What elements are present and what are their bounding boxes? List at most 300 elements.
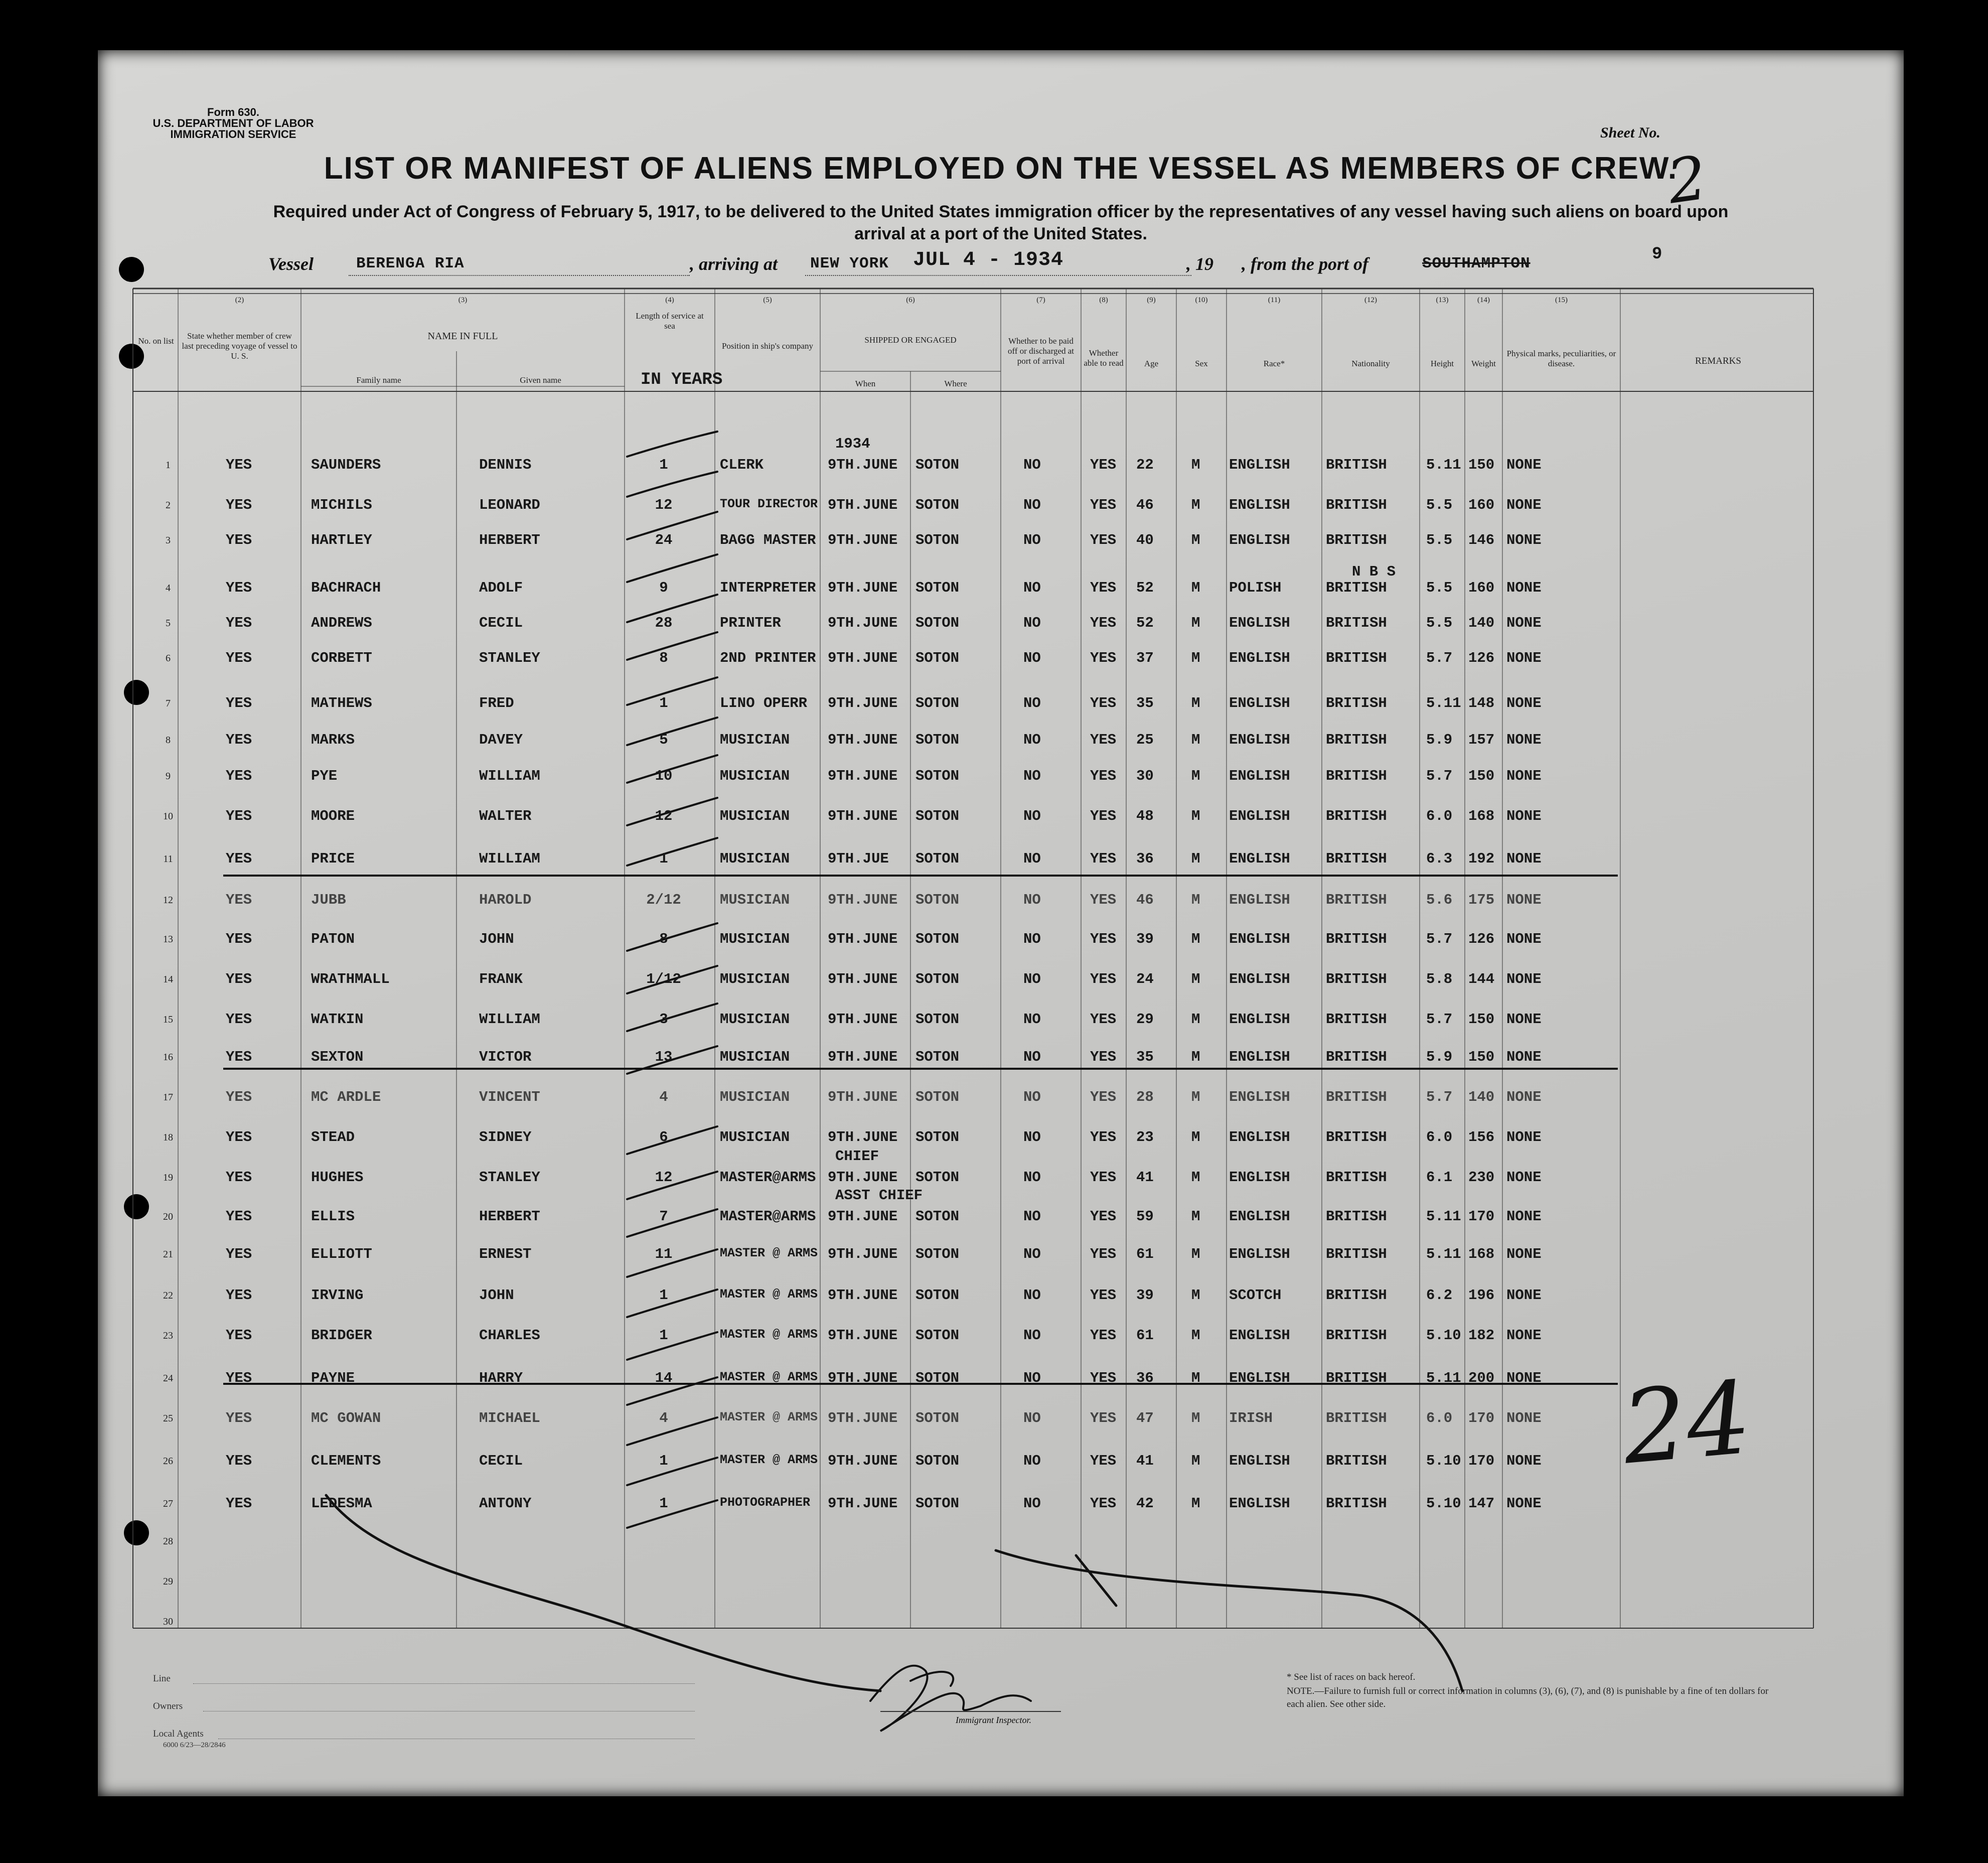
- position: MASTER @ ARMS: [720, 1453, 818, 1467]
- weight: 170: [1468, 1208, 1495, 1225]
- position: MASTER @ ARMS: [720, 1370, 818, 1384]
- race: ENGLISH: [1229, 1208, 1290, 1225]
- shipped-when: 9TH.JUNE: [828, 808, 898, 824]
- sex: M: [1191, 580, 1200, 596]
- column-number: (11): [1268, 296, 1281, 304]
- paid-off: NO: [1023, 1011, 1041, 1028]
- given-name: SIDNEY: [479, 1129, 532, 1145]
- header-physical-marks: Physical marks, peculiarities, or disease.: [1506, 349, 1616, 368]
- given-name: CHARLES: [479, 1327, 540, 1344]
- sex: M: [1191, 1246, 1200, 1262]
- nationality: BRITISH: [1326, 615, 1387, 631]
- sex: M: [1191, 1169, 1200, 1186]
- family-name: MATHEWS: [311, 695, 372, 711]
- family-name: ELLIS: [311, 1208, 355, 1225]
- service-units: IN YEARS: [641, 370, 723, 389]
- shipped-when: 9TH.JUNE: [828, 615, 898, 631]
- nationality: BRITISH: [1326, 650, 1387, 666]
- prev-voyage: YES: [226, 768, 252, 784]
- shipped-when: 9TH.JUNE: [828, 497, 898, 513]
- race: ENGLISH: [1229, 615, 1290, 631]
- header-length-of-service: Length of service at sea: [636, 311, 704, 331]
- position: MUSICIAN: [720, 1089, 790, 1105]
- position: INTERPRETER: [720, 580, 816, 596]
- height: 6.0: [1426, 1410, 1453, 1426]
- able-to-read: YES: [1090, 1453, 1117, 1469]
- able-to-read: YES: [1090, 732, 1117, 748]
- given-name: WILLIAM: [479, 768, 540, 784]
- shipped-where: SOTON: [915, 1208, 960, 1225]
- able-to-read: YES: [1090, 850, 1117, 867]
- shipped-where: SOTON: [915, 1287, 960, 1304]
- shipped-when: 9TH.JUNE: [828, 532, 898, 548]
- position: MUSICIAN: [720, 1011, 790, 1028]
- race: ENGLISH: [1229, 1049, 1290, 1065]
- prev-voyage: YES: [226, 1089, 252, 1105]
- prev-voyage: YES: [226, 1208, 252, 1225]
- paid-off: NO: [1023, 768, 1041, 784]
- header-age: Age: [1144, 359, 1159, 368]
- height: 6.2: [1426, 1287, 1453, 1304]
- row-annotation: 1934: [835, 436, 870, 452]
- family-name: WRATHMALL: [311, 971, 390, 987]
- paid-off: NO: [1023, 497, 1041, 513]
- able-to-read: YES: [1090, 615, 1117, 631]
- position: MASTER@ARMS: [720, 1169, 816, 1186]
- row-number: 29: [163, 1576, 173, 1587]
- length-of-service: 11: [655, 1246, 673, 1262]
- shipped-where: SOTON: [915, 532, 960, 548]
- shipped-where: SOTON: [915, 971, 960, 987]
- able-to-read: YES: [1090, 808, 1117, 824]
- race: ENGLISH: [1229, 971, 1290, 987]
- age: 39: [1136, 931, 1154, 947]
- row-number: 3: [166, 535, 171, 546]
- given-name: WILLIAM: [479, 1011, 540, 1028]
- nationality: BRITISH: [1326, 695, 1387, 711]
- given-name: CECIL: [479, 1453, 523, 1469]
- shipped-when: 9TH.JUNE: [828, 1453, 898, 1469]
- able-to-read: YES: [1090, 971, 1117, 987]
- row-number: 17: [163, 1092, 173, 1103]
- height: 5.10: [1426, 1327, 1461, 1344]
- shipped-when: 9TH.JUNE: [828, 931, 898, 947]
- row-annotation: ASST CHIEF: [835, 1187, 923, 1204]
- age: 61: [1136, 1246, 1154, 1262]
- able-to-read: YES: [1090, 497, 1117, 513]
- header-position: Position in ship's company: [721, 341, 814, 351]
- shipped-when: 9TH.JUNE: [828, 1129, 898, 1145]
- race: IRISH: [1229, 1410, 1273, 1426]
- length-of-service: 4: [659, 1410, 668, 1426]
- age: 23: [1136, 1129, 1154, 1145]
- physical-marks: NONE: [1506, 1089, 1542, 1105]
- physical-marks: NONE: [1506, 1169, 1542, 1186]
- paid-off: NO: [1023, 931, 1041, 947]
- nationality: BRITISH: [1326, 808, 1387, 824]
- position: MUSICIAN: [720, 892, 790, 908]
- race: ENGLISH: [1229, 1327, 1290, 1344]
- department-label: U.S. DEPARTMENT OF LABOR: [152, 117, 314, 129]
- able-to-read: YES: [1090, 1495, 1117, 1512]
- weight: 200: [1468, 1370, 1495, 1386]
- sex: M: [1191, 457, 1200, 473]
- given-name: STANLEY: [479, 1169, 540, 1186]
- physical-marks: NONE: [1506, 768, 1542, 784]
- footer-rule: [193, 1683, 695, 1684]
- row-number: 23: [163, 1330, 173, 1341]
- prev-voyage: YES: [226, 615, 252, 631]
- header-given-name: Given name: [520, 375, 561, 385]
- header-race: Race*: [1263, 359, 1285, 368]
- paid-off: NO: [1023, 1246, 1041, 1262]
- length-of-service: 7: [659, 1208, 668, 1225]
- family-name: WATKIN: [311, 1011, 364, 1028]
- physical-marks: NONE: [1506, 532, 1542, 548]
- paid-off: NO: [1023, 892, 1041, 908]
- able-to-read: YES: [1090, 768, 1117, 784]
- shipped-where: SOTON: [915, 1169, 960, 1186]
- height: 6.0: [1426, 808, 1453, 824]
- length-of-service: 1: [659, 695, 668, 711]
- shipped-when: 9TH.JUNE: [828, 971, 898, 987]
- given-name: ANTONY: [479, 1495, 532, 1512]
- age: 52: [1136, 580, 1154, 596]
- position: PRINTER: [720, 615, 781, 631]
- position: MASTER @ ARMS: [720, 1327, 818, 1342]
- shipped-when: 9TH.JUNE: [828, 695, 898, 711]
- from-label: , from the port of: [1242, 254, 1369, 274]
- physical-marks: NONE: [1506, 1370, 1542, 1386]
- from-port: SOUTHAMPTON: [1422, 255, 1531, 272]
- nationality: BRITISH: [1326, 850, 1387, 867]
- shipped-where: SOTON: [915, 1129, 960, 1145]
- physical-marks: NONE: [1506, 615, 1542, 631]
- paid-off: NO: [1023, 1370, 1041, 1386]
- family-name: ELLIOTT: [311, 1246, 372, 1262]
- corner-number: 9: [1652, 245, 1663, 264]
- service-label: IMMIGRATION SERVICE: [170, 128, 296, 140]
- sex: M: [1191, 695, 1200, 711]
- given-name: DAVEY: [479, 732, 523, 748]
- race: ENGLISH: [1229, 1089, 1290, 1105]
- shipped-where: SOTON: [915, 1327, 960, 1344]
- given-name: DENNIS: [479, 457, 532, 473]
- shipped-when: 9TH.JUNE: [828, 1246, 898, 1262]
- physical-marks: NONE: [1506, 497, 1542, 513]
- row-number: 9: [166, 771, 171, 782]
- length-of-service: 1: [659, 1495, 668, 1512]
- nationality: BRITISH: [1326, 931, 1387, 947]
- shipped-where: SOTON: [915, 850, 960, 867]
- race: ENGLISH: [1229, 931, 1290, 947]
- family-name: HARTLEY: [311, 532, 372, 548]
- nationality: BRITISH: [1326, 971, 1387, 987]
- header-previous-voyage: State whether member of crew last preceding voyage of vessel to U. S.: [182, 331, 297, 361]
- height: 6.3: [1426, 850, 1453, 867]
- prev-voyage: YES: [226, 1049, 252, 1065]
- row-number: 16: [163, 1052, 173, 1063]
- given-name: MICHAEL: [479, 1410, 540, 1426]
- form-number: Form 630.: [207, 106, 259, 118]
- prev-voyage: YES: [226, 457, 252, 473]
- vessel-name: BERENGA RIA: [356, 255, 465, 272]
- paid-off: NO: [1023, 1410, 1041, 1426]
- shipped-where: SOTON: [915, 615, 960, 631]
- weight: 168: [1468, 1246, 1495, 1262]
- physical-marks: NONE: [1506, 1011, 1542, 1028]
- age: 30: [1136, 768, 1154, 784]
- family-name: MARKS: [311, 732, 355, 748]
- height: 5.9: [1426, 1049, 1453, 1065]
- length-of-service: 12: [655, 808, 673, 824]
- age: 35: [1136, 1049, 1154, 1065]
- height: 6.0: [1426, 1129, 1453, 1145]
- family-name: PATON: [311, 931, 355, 947]
- length-of-service: 13: [655, 1049, 673, 1065]
- sex: M: [1191, 850, 1200, 867]
- length-of-service: 8: [659, 931, 668, 947]
- weight: 230: [1468, 1169, 1495, 1186]
- position: MASTER @ ARMS: [720, 1287, 818, 1302]
- able-to-read: YES: [1090, 580, 1117, 596]
- shipped-where: SOTON: [915, 497, 960, 513]
- shipped-when: 9TH.JUNE: [828, 1287, 898, 1304]
- column-number: (3): [458, 296, 468, 304]
- age: 22: [1136, 457, 1154, 473]
- column-number: (9): [1147, 296, 1156, 304]
- header-shipped-or-engaged: SHIPPED OR ENGAGED: [864, 335, 957, 345]
- length-of-service: 6: [659, 1129, 668, 1145]
- height: 5.6: [1426, 892, 1453, 908]
- age: 59: [1136, 1208, 1154, 1225]
- footer-note-races: * See list of races on back hereof.: [1287, 1672, 1416, 1682]
- height: 5.11: [1426, 457, 1461, 473]
- row-number: 15: [163, 1014, 173, 1025]
- row-number: 26: [163, 1456, 173, 1467]
- age: 41: [1136, 1169, 1154, 1186]
- shipped-when: 9TH.JUNE: [828, 1089, 898, 1105]
- position: 2ND PRINTER: [720, 650, 816, 666]
- age: 48: [1136, 808, 1154, 824]
- sex: M: [1191, 732, 1200, 748]
- footer-agents-label: Local Agents: [153, 1729, 204, 1739]
- given-name: VINCENT: [479, 1089, 540, 1105]
- shipped-when: 9TH.JUNE: [828, 1327, 898, 1344]
- position: MUSICIAN: [720, 768, 790, 784]
- paid-off: NO: [1023, 808, 1041, 824]
- column-number: (4): [665, 296, 674, 304]
- row-number: 4: [166, 583, 171, 594]
- nationality: BRITISH: [1326, 732, 1387, 748]
- age: 37: [1136, 650, 1154, 666]
- physical-marks: NONE: [1506, 1049, 1542, 1065]
- paid-off: NO: [1023, 615, 1041, 631]
- physical-marks: NONE: [1506, 580, 1542, 596]
- sheet-number: 2: [1663, 143, 1711, 218]
- shipped-where: SOTON: [915, 732, 960, 748]
- height: 5.5: [1426, 497, 1453, 513]
- age: 29: [1136, 1011, 1154, 1028]
- physical-marks: NONE: [1506, 1208, 1542, 1225]
- length-of-service: 12: [655, 1169, 673, 1186]
- column-number: (14): [1477, 296, 1490, 304]
- physical-marks: NONE: [1506, 1453, 1542, 1469]
- shipped-where: SOTON: [915, 1495, 960, 1512]
- physical-marks: NONE: [1506, 1495, 1542, 1512]
- height: 5.11: [1426, 1246, 1461, 1262]
- weight: 148: [1468, 695, 1495, 711]
- sex: M: [1191, 1287, 1200, 1304]
- length-of-service: 8: [659, 650, 668, 666]
- given-name: CECIL: [479, 615, 523, 631]
- shipped-where: SOTON: [915, 1246, 960, 1262]
- row-number: 18: [163, 1132, 173, 1143]
- length-of-service: 1: [659, 850, 668, 867]
- paid-off: NO: [1023, 971, 1041, 987]
- family-name: ANDREWS: [311, 615, 372, 631]
- given-name: LEONARD: [479, 497, 540, 513]
- shipped-when: 9TH.JUNE: [828, 1208, 898, 1225]
- shipped-where: SOTON: [915, 580, 960, 596]
- family-name: IRVING: [311, 1287, 364, 1304]
- row-number: 13: [163, 934, 173, 945]
- length-of-service: 24: [655, 532, 673, 548]
- row-number: 8: [166, 735, 171, 746]
- nationality: BRITISH: [1326, 457, 1387, 473]
- shipped-where: SOTON: [915, 457, 960, 473]
- paid-off: NO: [1023, 1169, 1041, 1186]
- position: CLERK: [720, 457, 764, 473]
- row-number: 14: [163, 974, 173, 985]
- given-name: FRED: [479, 695, 514, 711]
- weight: 144: [1468, 971, 1495, 987]
- row-number: 1: [166, 460, 171, 471]
- table-grid: [98, 50, 1904, 1796]
- shipped-where: SOTON: [915, 1453, 960, 1469]
- position: MUSICIAN: [720, 971, 790, 987]
- prev-voyage: YES: [226, 497, 252, 513]
- nationality: BRITISH: [1326, 1208, 1387, 1225]
- shipped-when: 9TH.JUNE: [828, 1011, 898, 1028]
- family-name: CLEMENTS: [311, 1453, 381, 1469]
- given-name: HAROLD: [479, 892, 532, 908]
- weight: 170: [1468, 1453, 1495, 1469]
- nationality: BRITISH: [1326, 1169, 1387, 1186]
- height: 5.11: [1426, 1208, 1461, 1225]
- age: 24: [1136, 971, 1154, 987]
- row-number: 25: [163, 1413, 173, 1424]
- position: TOUR DIRECTOR: [720, 497, 818, 511]
- race: ENGLISH: [1229, 1370, 1290, 1386]
- header-remarks: REMARKS: [1695, 356, 1741, 366]
- race: ENGLISH: [1229, 1495, 1290, 1512]
- shipped-where: SOTON: [915, 1410, 960, 1426]
- race: ENGLISH: [1229, 732, 1290, 748]
- weight: 157: [1468, 732, 1495, 748]
- sex: M: [1191, 497, 1200, 513]
- given-name: HERBERT: [479, 532, 540, 548]
- physical-marks: NONE: [1506, 1246, 1542, 1262]
- row-number: 12: [163, 895, 173, 906]
- column-number: (7): [1036, 296, 1045, 304]
- family-name: SEXTON: [311, 1049, 364, 1065]
- given-name: FRANK: [479, 971, 523, 987]
- prev-voyage: YES: [226, 931, 252, 947]
- position: MASTER @ ARMS: [720, 1410, 818, 1424]
- able-to-read: YES: [1090, 695, 1117, 711]
- column-number: (6): [906, 296, 915, 304]
- row-annotation: N B S: [1352, 563, 1396, 580]
- length-of-service: 1: [659, 1327, 668, 1344]
- nationality: BRITISH: [1326, 1410, 1387, 1426]
- physical-marks: NONE: [1506, 808, 1542, 824]
- row-number: 19: [163, 1172, 173, 1183]
- family-name: SAUNDERS: [311, 457, 381, 473]
- family-name: JUBB: [311, 892, 346, 908]
- age: 41: [1136, 1453, 1154, 1469]
- given-name: WILLIAM: [479, 850, 540, 867]
- physical-marks: NONE: [1506, 650, 1542, 666]
- length-of-service: 14: [655, 1370, 673, 1386]
- able-to-read: YES: [1090, 1011, 1117, 1028]
- weight: 196: [1468, 1287, 1495, 1304]
- footer-print-code: 6000 6/23—28/2846: [163, 1741, 226, 1749]
- race: ENGLISH: [1229, 1011, 1290, 1028]
- height: 5.5: [1426, 615, 1453, 631]
- given-name: JOHN: [479, 931, 514, 947]
- nationality: BRITISH: [1326, 768, 1387, 784]
- header-sex: Sex: [1195, 359, 1208, 368]
- shipped-where: SOTON: [915, 1011, 960, 1028]
- shipped-where: SOTON: [915, 768, 960, 784]
- physical-marks: NONE: [1506, 457, 1542, 473]
- weight: 156: [1468, 1129, 1495, 1145]
- age: 25: [1136, 732, 1154, 748]
- family-name: BRIDGER: [311, 1327, 372, 1344]
- weight: 175: [1468, 892, 1495, 908]
- length-of-service: 1: [659, 457, 668, 473]
- sex: M: [1191, 1208, 1200, 1225]
- shipped-when: 9TH.JUNE: [828, 1410, 898, 1426]
- sex: M: [1191, 615, 1200, 631]
- able-to-read: YES: [1090, 931, 1117, 947]
- prev-voyage: YES: [226, 1129, 252, 1145]
- height: 5.7: [1426, 1011, 1453, 1028]
- family-name: MC ARDLE: [311, 1089, 381, 1105]
- paid-off: NO: [1023, 1129, 1041, 1145]
- weight: 150: [1468, 1049, 1495, 1065]
- shipped-when: 9TH.JUNE: [828, 1495, 898, 1512]
- shipped-when: 9TH.JUNE: [828, 1370, 898, 1386]
- weight: 150: [1468, 768, 1495, 784]
- shipped-where: SOTON: [915, 808, 960, 824]
- race: POLISH: [1229, 580, 1282, 596]
- column-number: (8): [1099, 296, 1108, 304]
- prev-voyage: YES: [226, 695, 252, 711]
- family-name: PAYNE: [311, 1370, 355, 1386]
- column-number: (15): [1555, 296, 1568, 304]
- able-to-read: YES: [1090, 1129, 1117, 1145]
- paid-off: NO: [1023, 650, 1041, 666]
- prev-voyage: YES: [226, 971, 252, 987]
- sex: M: [1191, 1495, 1200, 1512]
- length-of-service: 4: [659, 1089, 668, 1105]
- race: ENGLISH: [1229, 892, 1290, 908]
- nationality: BRITISH: [1326, 1011, 1387, 1028]
- age: 40: [1136, 532, 1154, 548]
- position: MUSICIAN: [720, 931, 790, 947]
